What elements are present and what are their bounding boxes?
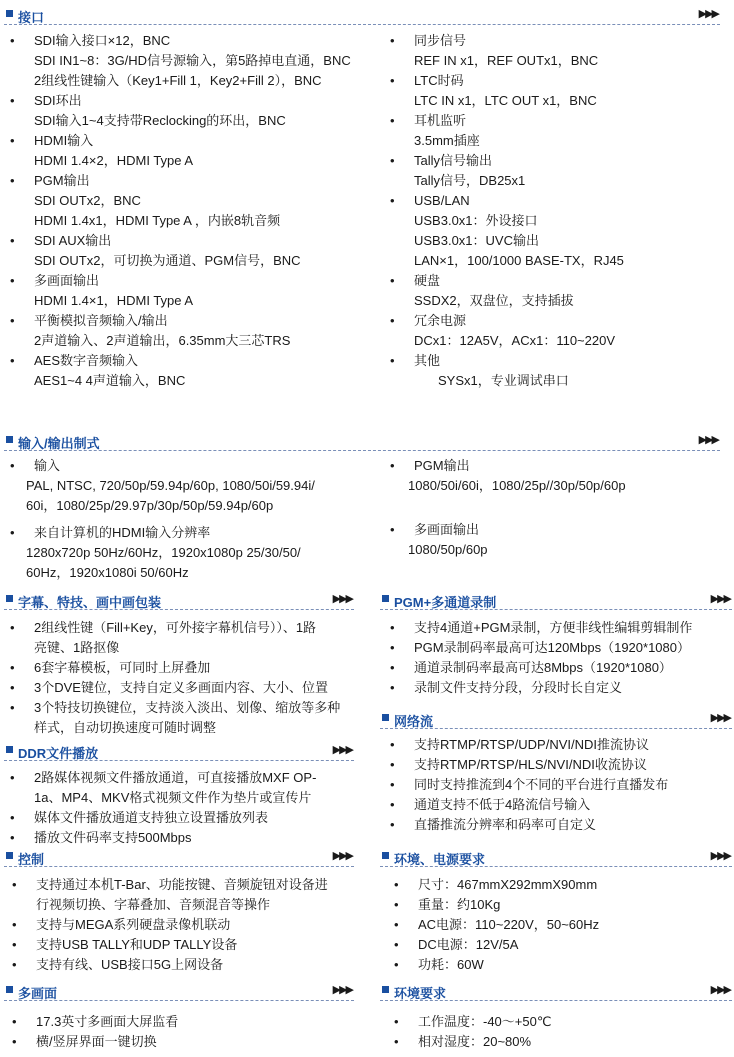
spec-item-title: 冗余电源 xyxy=(414,313,467,328)
list-item-text: 直播推流分辨率和码率可自定义 xyxy=(414,817,597,832)
bullet-icon: • xyxy=(390,817,395,832)
bullet-icon: • xyxy=(394,1014,399,1029)
list-item-text: 支持4通道+PGM录制，方便非线性编辑剪辑制作 xyxy=(414,620,693,635)
list-item xyxy=(390,755,730,775)
list-item xyxy=(394,1012,734,1032)
bullet-icon: • xyxy=(12,917,17,932)
bullet-icon: • xyxy=(12,1034,17,1049)
section-title: 接口 xyxy=(18,10,45,25)
section-title: 控制 xyxy=(18,852,45,867)
bullet-icon: • xyxy=(10,233,15,248)
bullet-icon: • xyxy=(394,877,399,892)
list-item-text: 横/竖屏界面一键切换 xyxy=(36,1034,157,1049)
subtitle-list xyxy=(10,618,360,738)
spec-item xyxy=(10,131,380,171)
spec-item-detail: USB3.0x1：外设接口 xyxy=(414,213,538,228)
bullet-icon: • xyxy=(10,700,15,715)
spec-item-title: 平衡模拟音频输入/输出 xyxy=(34,313,168,328)
spec-item-title: 同步信号 xyxy=(414,33,467,48)
spec-item xyxy=(10,231,380,271)
bullet-icon: • xyxy=(390,620,395,635)
multiview-list xyxy=(12,1012,362,1052)
interface-right-column xyxy=(390,31,730,391)
list-item xyxy=(10,678,360,698)
spec-item-detail: HDMI 1.4×1，HDMI Type A xyxy=(34,293,194,308)
list-item xyxy=(394,955,734,975)
square-bullet-icon xyxy=(6,10,13,17)
list-item-text: 播放文件码率支持500Mbps xyxy=(34,830,192,845)
list-item-text: 支持与MEGA系列硬盘录像机联动 xyxy=(36,917,231,932)
list-item-text: 尺寸：467mmX292mmX90mm xyxy=(418,877,598,892)
bullet-icon: • xyxy=(390,273,395,288)
spec-item xyxy=(390,111,730,151)
list-item xyxy=(394,875,734,895)
spec-item-detail: REF IN x1，REF OUTx1，BNC xyxy=(414,53,599,68)
bullet-icon: • xyxy=(394,1034,399,1049)
bullet-icon: • xyxy=(12,937,17,952)
spec-item-detail: HDMI 1.4×2，HDMI Type A xyxy=(34,153,194,168)
list-item-text: DC电源：12V/5A xyxy=(418,937,519,952)
spec-item-detail: LTC IN x1，LTC OUT x1，BNC xyxy=(414,93,597,108)
section-title: 多画面 xyxy=(18,986,58,1001)
bullet-icon: • xyxy=(10,830,15,845)
list-item xyxy=(10,788,360,808)
list-item xyxy=(394,915,734,935)
spec-item-title: AES数字音频输入 xyxy=(34,353,139,368)
env-list xyxy=(394,1012,734,1052)
bullet-icon: • xyxy=(390,313,395,328)
spec-item-detail: 2组线性键输入（Key1+Fill 1，Key2+Fill 2），BNC xyxy=(34,73,322,88)
square-bullet-icon xyxy=(6,436,13,443)
spec-item-detail: SYSx1，专业调试串口 xyxy=(438,373,569,388)
section-header-env xyxy=(380,982,732,1001)
list-item xyxy=(12,875,362,895)
bullet-icon: • xyxy=(12,957,17,972)
spec-item xyxy=(390,456,730,496)
bullet-icon: • xyxy=(390,737,395,752)
spec-item xyxy=(10,31,380,91)
list-item-text: 通道录制码率最高可达8Mbps（1920*1080） xyxy=(414,660,672,675)
section-header-interface xyxy=(4,6,720,25)
io-right-column xyxy=(390,456,730,560)
list-item-text: 功耗：60W xyxy=(418,957,484,972)
square-bullet-icon xyxy=(382,986,389,993)
triple-arrow-icon: ▶▶▶ xyxy=(710,593,730,605)
ddr-list xyxy=(10,768,360,848)
list-item xyxy=(390,795,730,815)
square-bullet-icon xyxy=(6,746,13,753)
bullet-icon: • xyxy=(10,93,15,108)
bullet-icon: • xyxy=(10,770,15,785)
list-item-text: 样式，自动切换速度可随时调整 xyxy=(34,720,217,735)
bullet-icon: • xyxy=(390,777,395,792)
spec-item xyxy=(10,351,380,391)
spec-item-title: 硬盘 xyxy=(414,273,441,288)
spec-item-detail: 1080/50p/60p xyxy=(408,542,488,557)
spec-item-title: 耳机监听 xyxy=(414,113,467,128)
bullet-icon: • xyxy=(390,193,395,208)
list-item xyxy=(394,935,734,955)
triple-arrow-icon: ▶▶▶ xyxy=(698,434,718,446)
spec-item-detail: 60Hz，1920x1080i 50/60Hz xyxy=(26,565,189,580)
spec-item-detail: SDI OUTx2，可切换为通道、PGM信号，BNC xyxy=(34,253,301,268)
list-item-text: 支持RTMP/RTSP/UDP/NVI/NDI推流协议 xyxy=(414,737,649,752)
bullet-icon: • xyxy=(390,797,395,812)
square-bullet-icon xyxy=(382,714,389,721)
spec-item xyxy=(10,311,380,351)
bullet-icon: • xyxy=(10,313,15,328)
control-list xyxy=(12,875,362,975)
triple-arrow-icon: ▶▶▶ xyxy=(710,850,730,862)
list-item-text: 行视频切换、字幕叠加、音频混音等操作 xyxy=(36,897,271,912)
bullet-icon: • xyxy=(10,525,15,540)
list-item-text: 2路媒体视频文件播放通道，可直接播放MXF OP- xyxy=(34,770,317,785)
spec-item xyxy=(390,191,730,271)
spec-item-title: SDI输入接口×12，BNC xyxy=(34,33,171,48)
spec-item-detail: LAN×1，100/1000 BASE-TX，RJ45 xyxy=(414,253,624,268)
bullet-icon: • xyxy=(390,113,395,128)
spec-item-title: 其他 xyxy=(414,353,441,368)
list-item xyxy=(12,1012,362,1032)
square-bullet-icon xyxy=(6,595,13,602)
list-item-text: 1a、MP4、MKV格式视频文件作为垫片或宣传片 xyxy=(34,790,312,805)
list-item xyxy=(12,895,362,915)
list-item-text: 重量：约10Kg xyxy=(418,897,501,912)
section-title: 网络流 xyxy=(394,714,434,729)
list-item xyxy=(390,735,730,755)
list-item-text: 支持有线、USB接口5G上网设备 xyxy=(36,957,224,972)
spec-item-detail: AES1~4 4声道输入，BNC xyxy=(34,373,186,388)
list-item-text: 相对湿度：20~80% xyxy=(418,1034,532,1049)
spec-item xyxy=(390,351,730,391)
bullet-icon: • xyxy=(394,937,399,952)
list-item-text: PGM录制码率最高可达120Mbps（1920*1080） xyxy=(414,640,690,655)
bullet-icon: • xyxy=(390,660,395,675)
list-item xyxy=(10,828,360,848)
bullet-icon: • xyxy=(390,522,395,537)
list-item xyxy=(10,808,360,828)
list-item xyxy=(10,618,360,638)
spec-item xyxy=(390,151,730,191)
list-item xyxy=(12,915,362,935)
spec-item xyxy=(390,311,730,351)
bullet-icon: • xyxy=(10,133,15,148)
triple-arrow-icon: ▶▶▶ xyxy=(332,593,352,605)
spec-item xyxy=(390,520,730,560)
list-item xyxy=(394,1032,734,1052)
spec-item-title: SDI环出 xyxy=(34,93,82,108)
section-title: 输入/输出制式 xyxy=(18,436,100,451)
bullet-icon: • xyxy=(390,153,395,168)
bullet-icon: • xyxy=(390,73,395,88)
list-item xyxy=(10,698,360,718)
bullet-icon: • xyxy=(394,917,399,932)
bullet-icon: • xyxy=(390,640,395,655)
list-item xyxy=(12,955,362,975)
io-left-column xyxy=(10,456,380,583)
list-item xyxy=(390,658,730,678)
spec-item-title: SDI AUX输出 xyxy=(34,233,112,248)
list-item-text: 支持通过本机T-Bar、功能按键、音频旋钮对设备进 xyxy=(36,877,328,892)
spec-item-title: USB/LAN xyxy=(414,193,470,208)
list-item xyxy=(390,618,730,638)
square-bullet-icon xyxy=(382,595,389,602)
list-item-text: 支持USB TALLY和UDP TALLY设备 xyxy=(36,937,238,952)
bullet-icon: • xyxy=(394,957,399,972)
square-bullet-icon xyxy=(6,852,13,859)
section-title: 环境要求 xyxy=(394,986,447,1001)
triple-arrow-icon: ▶▶▶ xyxy=(698,8,718,20)
bullet-icon: • xyxy=(10,458,15,473)
bullet-icon: • xyxy=(10,33,15,48)
stream-list xyxy=(390,735,730,835)
bullet-icon: • xyxy=(394,897,399,912)
list-item xyxy=(390,638,730,658)
list-item xyxy=(390,678,730,698)
list-item xyxy=(394,895,734,915)
spec-item-detail: 2声道输入、2声道输出，6.35mm大三芯TRS xyxy=(34,333,291,348)
spec-item-title: 多画面输出 xyxy=(414,522,480,537)
triple-arrow-icon: ▶▶▶ xyxy=(332,850,352,862)
bullet-icon: • xyxy=(12,877,17,892)
section-header-env-power xyxy=(380,848,732,867)
bullet-icon: • xyxy=(10,660,15,675)
section-header-control xyxy=(4,848,354,867)
list-item-text: 6套字幕模板，可同时上屏叠加 xyxy=(34,660,211,675)
square-bullet-icon xyxy=(382,852,389,859)
list-item-text: 2组线性键（Fill+Key，可外接字幕机信号））、1路 xyxy=(34,620,317,635)
list-item xyxy=(10,718,360,738)
bullet-icon: • xyxy=(10,353,15,368)
list-item-text: AC电源：110~220V，50~60Hz xyxy=(418,917,600,932)
spec-item-detail: SSDX2，双盘位，支持插拔 xyxy=(414,293,574,308)
spec-item xyxy=(390,31,730,71)
bullet-icon: • xyxy=(390,757,395,772)
pgm-rec-list xyxy=(390,618,730,698)
bullet-icon: • xyxy=(12,1014,17,1029)
section-title: 环境、电源要求 xyxy=(394,852,486,867)
spec-item-title: 来自计算机的HDMI输入分辨率 xyxy=(34,525,211,540)
bullet-icon: • xyxy=(10,273,15,288)
spec-item xyxy=(10,523,380,583)
spec-item-detail: 60i，1080/25p/29.97p/30p/50p/59.94p/60p xyxy=(26,498,274,513)
triple-arrow-icon: ▶▶▶ xyxy=(332,984,352,996)
list-item-text: 支持RTMP/RTSP/HLS/NVI/NDI收流协议 xyxy=(414,757,647,772)
list-item xyxy=(10,768,360,788)
bullet-icon: • xyxy=(390,458,395,473)
section-header-stream xyxy=(380,710,732,729)
spec-item xyxy=(390,71,730,111)
spec-item-detail: SDI输入1~4支持带Reclocking的环出，BNC xyxy=(34,113,286,128)
spec-item xyxy=(390,271,730,311)
spec-item-detail: 1280x720p 50Hz/60Hz，1920x1080p 25/30/50/ xyxy=(26,545,301,560)
spec-item-title: 输入 xyxy=(34,458,61,473)
section-header-pgm-rec xyxy=(380,591,732,610)
spec-item-detail: PAL, NTSC, 720/50p/59.94p/60p, 1080/50i/59.94i/ xyxy=(26,478,315,493)
list-item-text: 媒体文件播放通道支持独立设置播放列表 xyxy=(34,810,269,825)
list-item-text: 3个DVE键位，支持自定义多画面内容、大小、位置 xyxy=(34,680,328,695)
spec-item-detail: 3.5mm插座 xyxy=(414,133,480,148)
section-title: PGM+多通道录制 xyxy=(394,595,497,610)
bullet-icon: • xyxy=(10,810,15,825)
spec-item xyxy=(10,171,380,231)
list-item xyxy=(390,775,730,795)
list-item xyxy=(390,815,730,835)
list-item-text: 通道支持不低于4路流信号输入 xyxy=(414,797,591,812)
spec-item-title: LTC时码 xyxy=(414,73,464,88)
list-item-text: 亮键、1路抠像 xyxy=(34,640,120,655)
list-item-text: 录制文件支持分段，分段时长自定义 xyxy=(414,680,623,695)
spec-item-detail: SDI OUTx2，BNC xyxy=(34,193,141,208)
list-item-text: 工作温度：-40～+50℃ xyxy=(418,1014,552,1029)
triple-arrow-icon: ▶▶▶ xyxy=(332,744,352,756)
section-header-subtitle xyxy=(4,591,354,610)
spec-item-title: HDMI输入 xyxy=(34,133,94,148)
spec-item-detail: DCx1：12A5V，ACx1：110~220V xyxy=(414,333,616,348)
list-item xyxy=(10,658,360,678)
spec-item xyxy=(10,271,380,311)
list-item xyxy=(10,638,360,658)
spec-item-title: 多画面输出 xyxy=(34,273,100,288)
spec-item-detail: SDI IN1~8：3G/HD信号源输入，第5路掉电直通，BNC xyxy=(34,53,351,68)
bullet-icon: • xyxy=(390,33,395,48)
triple-arrow-icon: ▶▶▶ xyxy=(710,984,730,996)
interface-left-column xyxy=(10,31,380,391)
list-item-text: 3个特技切换键位，支持淡入淡出、划像、缩放等多种 xyxy=(34,700,341,715)
triple-arrow-icon: ▶▶▶ xyxy=(710,712,730,724)
spec-item-detail: 1080/50i/60i，1080/25p//30p/50p/60p xyxy=(408,478,626,493)
section-header-multiview xyxy=(4,982,354,1001)
spec-item xyxy=(10,91,380,131)
list-item-text: 17.3英寸多画面大屏监看 xyxy=(36,1014,179,1029)
spec-item-detail: HDMI 1.4x1，HDMI Type A ，内嵌8轨音频 xyxy=(34,213,281,228)
list-item-text: 同时支持推流到4个不同的平台进行直播发布 xyxy=(414,777,669,792)
spec-item xyxy=(10,456,380,516)
section-header-ddr xyxy=(4,742,354,761)
spec-item-detail: USB3.0x1：UVC输出 xyxy=(414,233,539,248)
spec-item-title: PGM输出 xyxy=(414,458,470,473)
bullet-icon: • xyxy=(390,353,395,368)
list-item xyxy=(12,1032,362,1052)
square-bullet-icon xyxy=(6,986,13,993)
list-item xyxy=(12,935,362,955)
bullet-icon: • xyxy=(390,680,395,695)
section-title: DDR文件播放 xyxy=(18,746,99,761)
bullet-icon: • xyxy=(10,173,15,188)
env-power-list xyxy=(394,875,734,975)
bullet-icon: • xyxy=(10,620,15,635)
spec-item-title: Tally信号输出 xyxy=(414,153,493,168)
section-header-io-format xyxy=(4,432,720,451)
section-title: 字幕、特技、画中画包装 xyxy=(18,595,162,610)
spec-item-detail: Tally信号，DB25x1 xyxy=(414,173,526,188)
bullet-icon: • xyxy=(10,680,15,695)
spec-item-title: PGM输出 xyxy=(34,173,90,188)
